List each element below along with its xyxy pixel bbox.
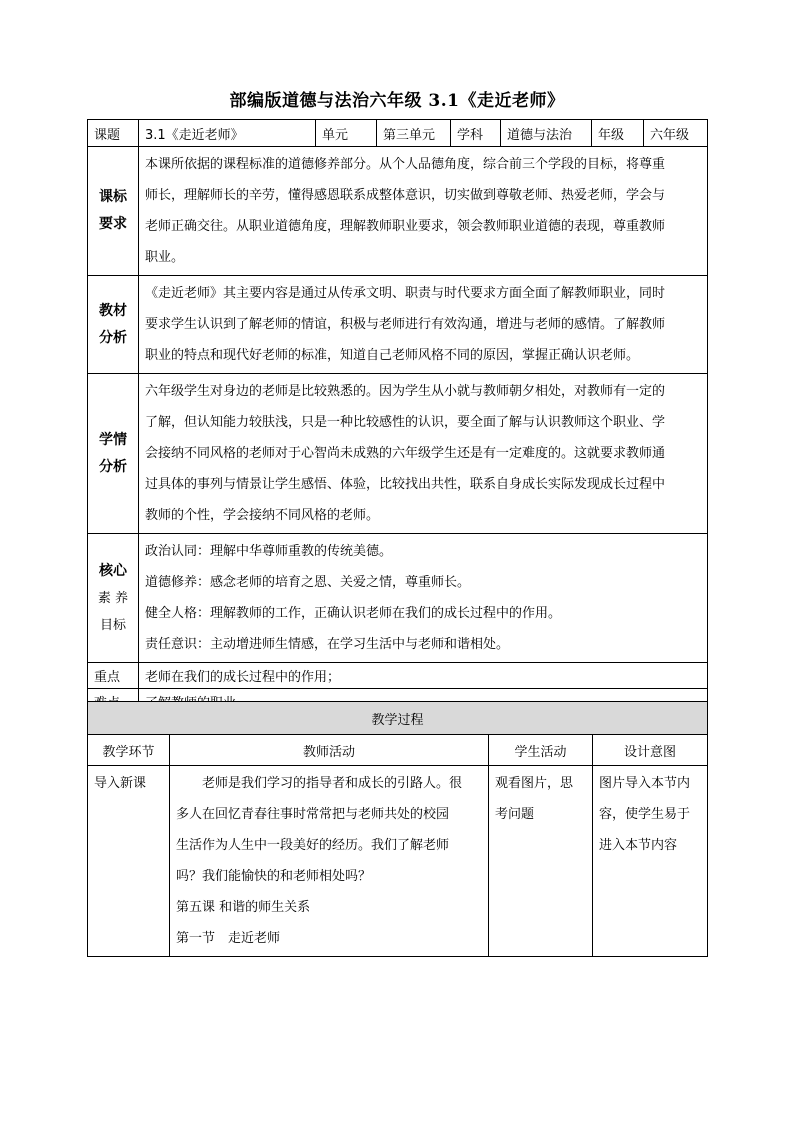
header-student-activity: 学生活动	[489, 735, 593, 766]
unit-value: 第三单元	[377, 120, 451, 147]
textbook-line: 《走近老师》其主要内容是通过从传承文明、职责与时代要求方面全面了解教师职业，同时	[145, 286, 666, 301]
textbook-label	[88, 276, 139, 374]
standards-line: 师长，理解师长的辛劳，懂得感恩联系成整体意识，切实做到尊敬老师、热爱老师，学会与	[145, 188, 666, 203]
grade-value: 六年级	[644, 120, 708, 147]
key-point-value: 老师在我们的成长过程中的作用；	[139, 663, 708, 689]
intent-line: 容，使学生易于	[599, 807, 691, 822]
intent-line: 图片导入本节内	[599, 776, 691, 791]
students-line: 了解，但认知能力较肤浅，只是一种比较感性的认识，要全面了解与认识教师这个职业、学	[145, 415, 666, 430]
stage-cell: 导入新课	[88, 766, 170, 957]
teacher-line: 第一节 走近老师	[176, 931, 281, 946]
student-line: 考问题	[495, 807, 535, 822]
students-label-line: 分析	[99, 458, 127, 475]
textbook-label-line: 分析	[99, 329, 127, 346]
teacher-line: 多人在回忆青春往事时常常把与老师共处的校园	[176, 807, 450, 822]
topic-label: 课题	[88, 120, 139, 147]
student-activity-cell	[489, 766, 593, 957]
goals-label	[88, 534, 139, 663]
goals-line: 政治认同：理解中华尊师重教的传统美德。	[145, 544, 393, 559]
key-point-label: 重点	[88, 663, 139, 689]
standards-line: 本课所依据的课程标准的道德修养部分。从个人品德角度，综合前三个学段的目标，将尊重	[145, 157, 666, 172]
standards-content	[139, 147, 708, 276]
goals-line: 责任意识：主动增进师生情感，在学习生活中与老师和谐相处。	[145, 637, 510, 652]
textbook-line: 职业的特点和现代好老师的标准，知道自己老师风格不同的原因，掌握正确认识老师。	[145, 348, 640, 363]
teacher-line: 吗？我们能愉快的和老师相处吗？	[176, 869, 372, 884]
textbook-label-line: 教材	[99, 302, 127, 319]
header-stage: 教学环节	[88, 735, 170, 766]
students-line: 会接纳不同风格的老师对于心智尚未成熟的六年级学生还是有一定难度的。这就要求教师通	[145, 446, 666, 461]
students-line: 六年级学生对身边的老师是比较熟悉的。因为学生从小就与教师朝夕相处，对教师有一定的	[145, 384, 666, 399]
standards-label-line: 课标	[99, 189, 127, 205]
subject-label: 学科	[451, 120, 501, 147]
subject-value: 道德与法治	[501, 120, 592, 147]
goals-label-line: 核心	[99, 562, 127, 579]
header-teacher-activity: 教师活动	[170, 735, 489, 766]
process-title: 教学过程	[88, 702, 708, 735]
design-intent-cell	[593, 766, 708, 957]
teacher-line: 第五课 和谐的师生关系	[176, 900, 311, 915]
topic-value: 3.1《走近老师》	[139, 120, 316, 147]
textbook-line: 要求学生认识到了解老师的情谊，积极与老师进行有效沟通，增进与老师的感情。了解教师	[145, 317, 666, 332]
standards-line: 老师正确交往。从职业道德角度，理解教师职业要求，领会教师职业道德的表现，尊重教师	[145, 219, 666, 234]
document-title: 部编版道德与法治六年级 3.1《走近老师》	[229, 91, 565, 111]
students-label	[88, 374, 139, 534]
process-table	[87, 701, 708, 957]
student-line: 观看图片，思	[495, 776, 574, 791]
lesson-plan-table	[87, 119, 708, 715]
intent-line: 进入本节内容	[599, 838, 678, 853]
standards-line: 职业。	[145, 250, 185, 265]
standards-label-line: 要求	[99, 216, 127, 232]
students-line: 过具体的事列与情景让学生感悟、体验，比较找出共性，联系自身成长实际发现成长过程中	[145, 477, 666, 492]
teacher-line: 老师是我们学习的指导者和成长的引路人。很	[202, 776, 463, 791]
students-line: 教师的个性，学会接纳不同风格的老师。	[145, 508, 380, 523]
students-label-line: 学情	[99, 431, 127, 448]
unit-label: 单元	[316, 120, 377, 147]
students-content	[139, 374, 708, 534]
teacher-line: 生活作为人生中一段美好的经历。我们了解老师	[176, 838, 450, 853]
textbook-content	[139, 276, 708, 374]
goals-line: 道德修养：感念老师的培育之恩、关爱之情，尊重师长。	[145, 575, 471, 590]
goals-line: 健全人格：理解教师的工作，正确认识老师在我们的成长过程中的作用。	[145, 606, 562, 621]
goals-content	[139, 534, 708, 663]
header-design-intent: 设计意图	[593, 735, 708, 766]
goals-label-line: 目标	[99, 617, 126, 633]
goals-label-line: 素 养	[97, 590, 129, 606]
grade-label: 年级	[592, 120, 644, 147]
standards-label	[88, 147, 139, 276]
teacher-activity-cell	[170, 766, 489, 957]
